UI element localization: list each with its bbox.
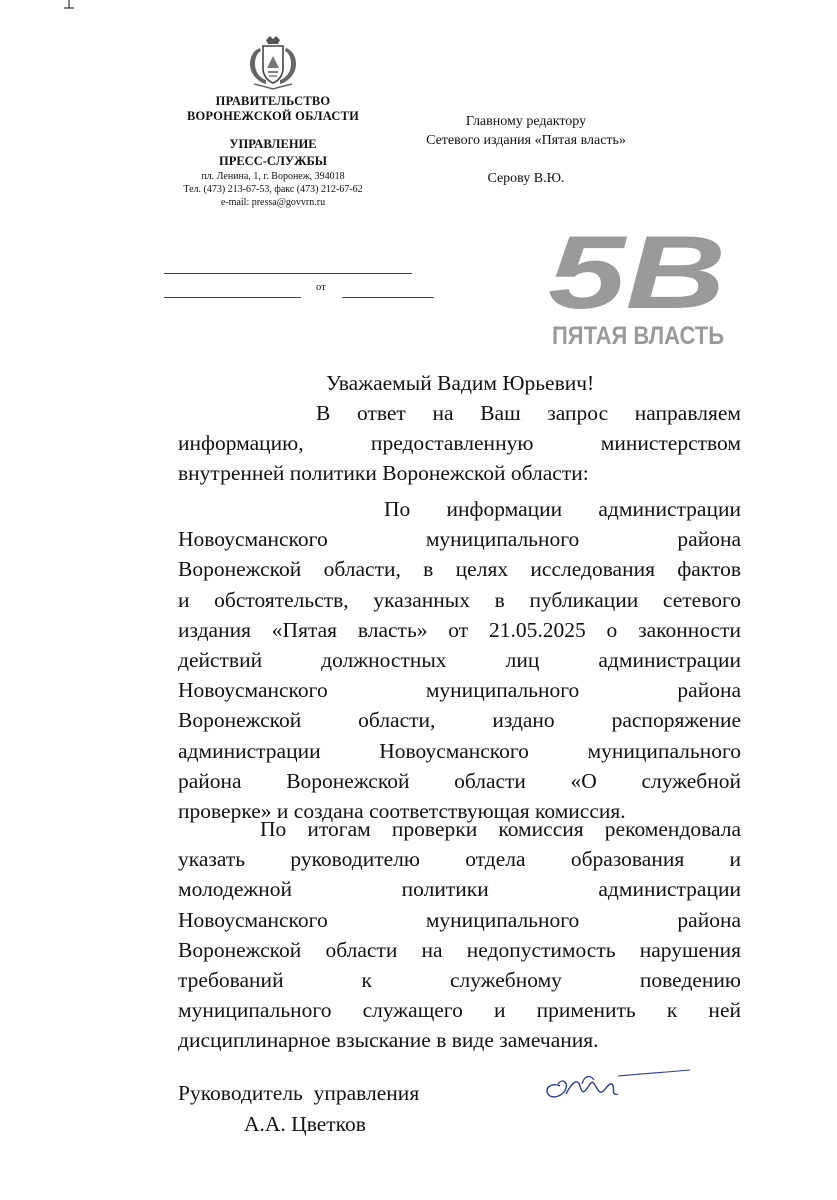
registration-line-number	[164, 297, 301, 298]
sender-address: пл. Ленина, 1, г. Воронеж, 394018	[201, 171, 345, 182]
salutation: Уважаемый Вадим Юрьевич!	[326, 371, 595, 395]
recipient-line2: Сетевого издания «Пятая власть»	[426, 133, 626, 148]
recipient-name: Серову В.Ю.	[487, 171, 565, 186]
paragraph-line: администрации Новоусманского муниципального	[178, 738, 741, 763]
sender-block	[160, 94, 386, 209]
paragraph-line: Воронежской области на недопустимость нарушения	[178, 937, 741, 962]
paragraph-2	[178, 494, 741, 826]
paragraph-line: внутренней политики Воронежской области:	[178, 461, 589, 486]
paragraph-3	[178, 814, 741, 1056]
logo-mark: 5В	[548, 215, 726, 331]
paragraph-line: района Воронежской области «О служебной	[178, 768, 741, 793]
org-name-line1: ПРАВИТЕЛЬСТВО	[215, 94, 331, 108]
paragraph-line: проверке» и создана соответствующая комиссия.	[178, 799, 626, 824]
dept-name-line2: ПРЕСС-СЛУЖБЫ	[218, 154, 327, 168]
paragraph-line: По итогам проверки комиссия рекомендовала	[260, 817, 741, 841]
publication-logo	[548, 215, 728, 350]
recipient-block	[386, 112, 666, 188]
registration-date-separator: от	[316, 282, 326, 293]
paragraph-line: Воронежской области, издано распоряжение	[178, 708, 741, 733]
paragraph-line: В ответ на Ваш запрос направляем	[316, 401, 741, 425]
registration-line-date	[342, 297, 434, 298]
logo-caption: ПЯТАЯ ВЛАСТЬ	[552, 322, 725, 350]
paragraph-line: указать руководителю отдела образования и	[178, 847, 741, 872]
paragraph-line: молодежной политики администрации	[178, 877, 741, 902]
paragraph-line: Новоусманского муниципального района	[178, 678, 741, 703]
paragraph-line: Воронежской области, в целях исследования фактов	[178, 557, 741, 582]
signatory-name: А.А. Цветков	[244, 1112, 366, 1136]
paragraph-line: информацию, предоставленную министерством	[178, 431, 741, 456]
paragraph-line: Новоусманского муниципального района	[178, 907, 741, 932]
corner-mark	[62, 0, 76, 12]
registration-line-top	[164, 273, 412, 274]
paragraph-line: издания «Пятая власть» от 21.05.2025 о законности	[178, 617, 741, 642]
paragraph-1	[178, 398, 741, 489]
dept-name-line1: УПРАВЛЕНИЕ	[229, 137, 317, 151]
coat-of-arms-icon	[244, 34, 302, 90]
recipient-line1: Главному редактору	[465, 114, 587, 129]
paragraph-line: действий должностных лиц администрации	[178, 648, 741, 673]
paragraph-line: муниципального служащего и применить к ней	[178, 998, 741, 1023]
paragraph-line: требований к служебному поведению	[178, 968, 741, 993]
org-name-line2: ВОРОНЕЖСКОЙ ОБЛАСТИ	[186, 109, 360, 123]
paragraph-line: дисциплинарное взыскание в виде замечания.	[178, 1028, 599, 1053]
paragraph-line: По информации администрации	[384, 497, 741, 521]
paragraph-line: Новоусманского муниципального района	[178, 527, 741, 552]
sender-email: e-mail: pressa@govvrn.ru	[220, 197, 326, 208]
signatory-title: Руководитель управления	[178, 1081, 420, 1105]
handwritten-signature-icon	[538, 1064, 698, 1114]
sender-phone: Тел. (473) 213-67-53, факс (473) 212-67-62	[183, 184, 363, 195]
paragraph-line: и обстоятельств, указанных в публикации сетевого	[178, 587, 741, 612]
